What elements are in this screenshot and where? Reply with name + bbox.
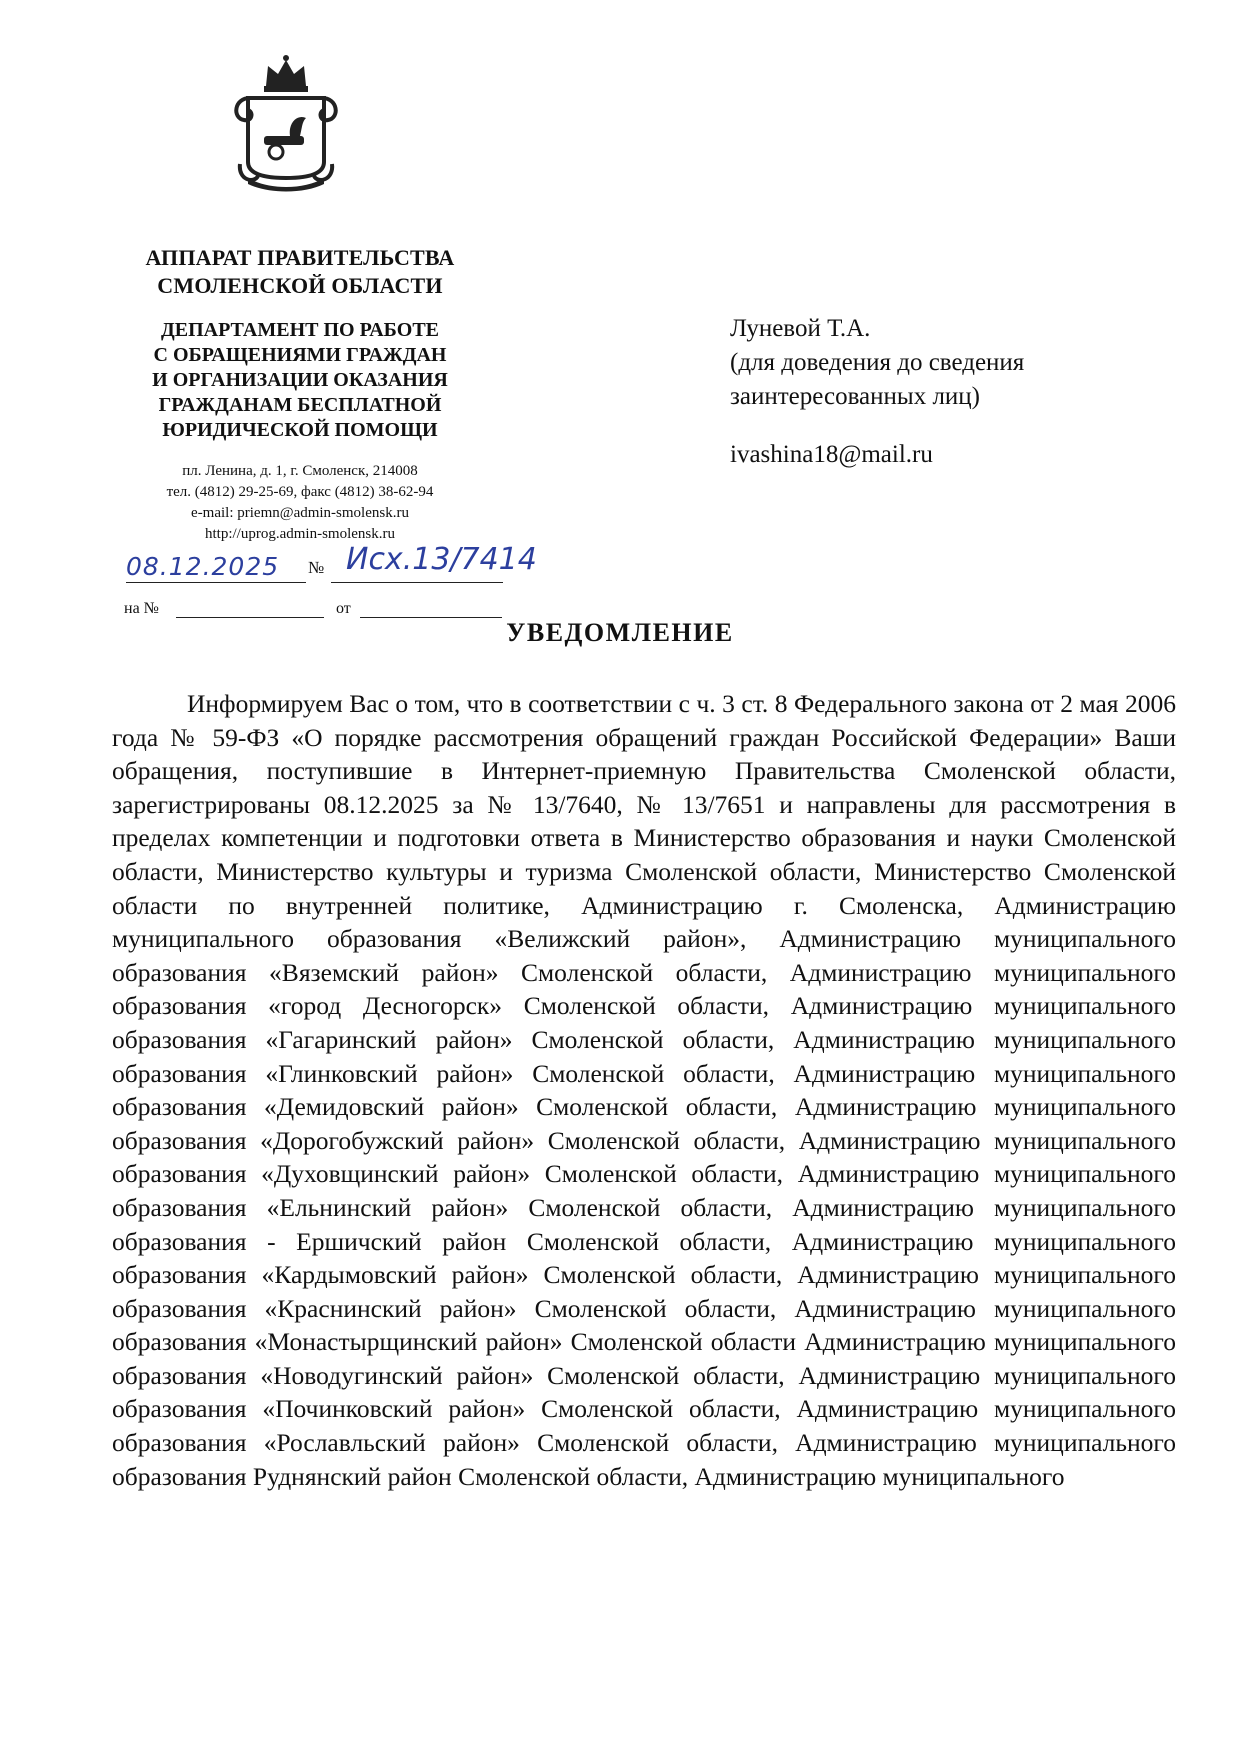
organization-name [110,244,490,300]
document-title: УВЕДОМЛЕНИЕ [506,618,734,647]
handwritten-outgoing-number: Исх.13/7414 [346,542,537,577]
organization-name-line: СМОЛЕНСКОЙ ОБЛАСТИ [157,273,443,298]
date-underline [126,582,306,583]
phone-fax-line: тел. (4812) 29-25-69, факс (4812) 38-62-94 [166,484,434,500]
handwritten-date: 08.12.2025 [126,552,280,581]
department-name-line: ГРАЖДАНАМ БЕСПЛАТНОЙ [158,394,442,416]
organization-name-line: АППАРАТ ПРАВИТЕЛЬСТВА [145,245,455,270]
coat-of-arms-emblem-icon [228,52,344,192]
reference-date-label: от [336,600,351,617]
notification-body: Информируем Вас о том, что в соответствии с ч. 3 ст. 8 Федерального закона от 2 мая 2006 года № 59-ФЗ «О порядке рассмотрения обращений граждан Российской Федерации» Ваши обращения, поступившие в Интернет-приемную Правительства Смоленской области, зарегистрированы 08.12.2025 за № 13/7640, № 13/7651 и направлены для рассмотрения в пределах компетенции и подготовки ответа в Министерство образования и науки Смоленской области, Министерство культуры и туризма Смоленской области, Министерство Смоленской области по внутренней политике, Администрацию г. Смоленска, Администрацию муниципального образования «Велижский район», Администрацию муниципального образования «Вяземский район» Смоленской области, Администрацию муниципального образования «город Десногорск» Смоленской области, Администрацию муниципального образования «Гагаринский район» Смоленской области, Администрацию муниципального образования «Глинковский район» Смоленской области, Администрацию муниципального образования «Демидовский район» Смоленской области, Администрацию муниципального образования «Дорогобужский район» Смоленской области, Администрацию муниципального образования «Духовщинский район» Смоленской области, Администрацию муниципального образования «Ельнинский район» Смоленской области, Администрацию муниципального образования - Ершичский район Смоленской области, Администрацию муниципального образования «Кардымовский район» Смоленской области, Администрацию муниципального образования «Краснинский район» Смоленской области, Администрацию муниципального образования «Монастырщинский район» Смоленской области Администрацию муниципального образования «Новодугинский район» Смоленской области, Администрацию муниципального образования «Починковский район» Смоленской области, Администрацию муниципального образования «Рославльский район» Смоленской области, Администрацию муниципального образования Руднянский район Смоленской области, Администрацию муниципального [112,689,1176,1491]
outgoing-number-line [126,542,537,588]
recipient-block [730,312,1170,472]
address-line: пл. Ленина, д. 1, г. Смоленск, 214008 [182,463,418,479]
reference-number-label: на № [124,600,159,617]
recipient-email: ivashina18@mail.ru [730,441,933,468]
recipient-note: (для доведения до сведения [730,349,1025,376]
department-name-line: ДЕПАРТАМЕНТ ПО РАБОТЕ [161,319,439,341]
department-name-line: ЮРИДИЧЕСКОЙ ПОМОЩИ [162,419,438,441]
department-name [110,318,490,443]
contact-details [110,461,490,545]
department-name-line: И ОРГАНИЗАЦИИ ОКАЗАНИЯ [152,369,448,391]
sender-block [110,244,490,545]
number-underline [331,582,503,583]
recipient-name: Луневой Т.А. [730,315,871,342]
email-line: e-mail: priemn@admin-smolensk.ru [191,505,409,521]
number-sign: № [308,558,325,577]
website-line: http://uprog.admin-smolensk.ru [205,526,395,542]
recipient-note: заинтересованных лиц) [730,383,980,410]
department-name-line: С ОБРАЩЕНИЯМИ ГРАЖДАН [153,344,447,366]
